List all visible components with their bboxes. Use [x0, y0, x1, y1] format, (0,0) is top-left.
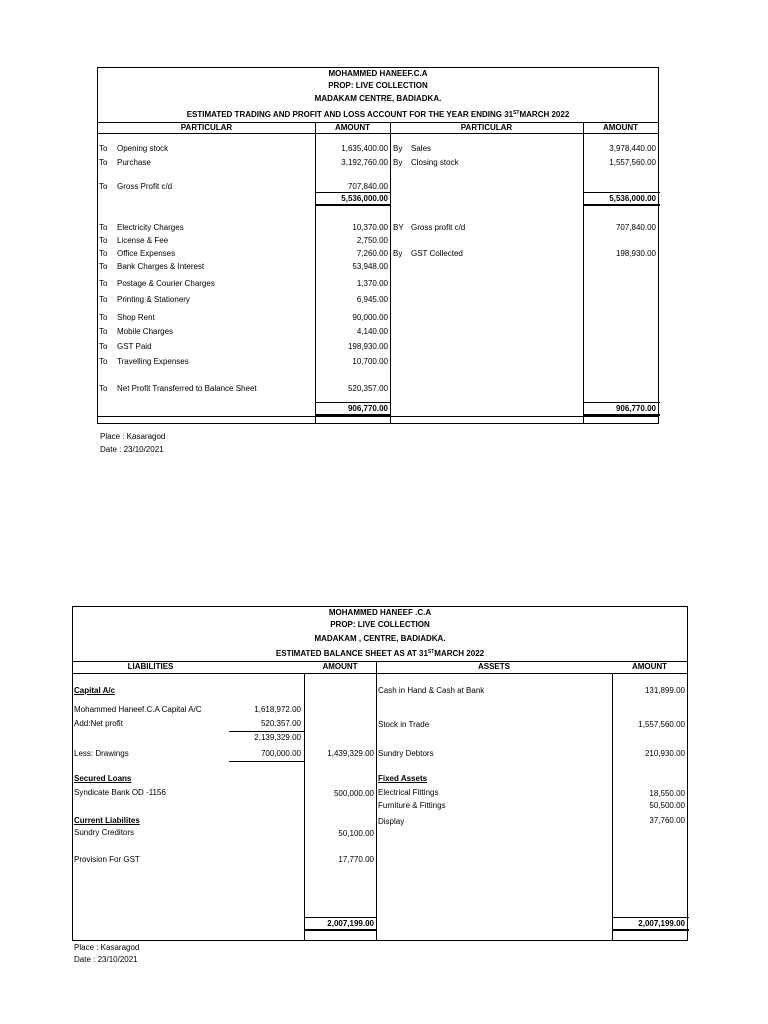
- bs-total-line: [304, 929, 376, 931]
- drawings-label: Less: Drawings: [74, 749, 129, 758]
- credit-amount: 3,978,440.00: [609, 144, 656, 153]
- gst-provision-amount: 17,770.00: [338, 855, 374, 864]
- debit-label: Bank Charges & Interest: [117, 262, 205, 271]
- bs-total-line: [304, 917, 376, 918]
- secured-loan-line: Syndicate Bank OD -1156: [74, 788, 166, 797]
- credit-amount: 198,930.00: [615, 249, 656, 258]
- pl-place: Place : Kasaragod: [100, 432, 166, 441]
- capital-subtotal-line: [229, 731, 304, 732]
- bs-address: MADAKAM , CENTRE, BADIADKA.: [314, 634, 446, 643]
- debit-prefix: To: [99, 223, 108, 232]
- debit-prefix: To: [99, 342, 108, 351]
- capital-line: Mohammed Haneef.C.A Capital A/C: [74, 705, 202, 714]
- debit-prefix: To: [99, 182, 108, 191]
- debit-amount: 7,260.00: [356, 249, 388, 258]
- debtors-label: Sundry Debtors: [378, 749, 434, 758]
- credit-label: Gross profit c/d: [411, 223, 466, 232]
- bs-col-divider: [304, 673, 305, 940]
- debit-prefix: To: [99, 279, 108, 288]
- pl-title: ESTIMATED TRADING AND PROFIT AND LOSS ACCOUNT FOR THE YEAR ENDING 31STMARCH 2022: [186, 110, 570, 119]
- capital-heading: Capital A/c: [74, 686, 116, 695]
- debit-amount: 6,945.00: [356, 295, 388, 304]
- display-label: Display: [378, 817, 405, 826]
- debit-label: Office Expenses: [117, 249, 176, 258]
- credit-label: Closing stock: [411, 158, 459, 167]
- pl-total-right: 906,770.00: [615, 404, 656, 413]
- debit-amount: 2,750.00: [356, 236, 388, 245]
- debit-amount: 198,930.00: [347, 342, 388, 351]
- pl-header-bottom-line: [98, 133, 658, 134]
- debit-label: Printing & Stationery: [117, 295, 190, 304]
- debit-amount: 53,948.00: [352, 262, 388, 271]
- bs-place: Place : Kasaragod: [74, 943, 140, 952]
- secured-loans-heading: Secured Loans: [74, 774, 132, 783]
- pl-bottom-inner-line: [98, 416, 658, 417]
- debit-amount: 10,700.00: [352, 357, 388, 366]
- drawings-line: [229, 761, 304, 762]
- credit-label: GST Collected: [411, 249, 463, 258]
- debit-label: Net Profit Transferred to Balance Sheet: [117, 384, 257, 393]
- capital-subtotal: 2,139,329.00: [254, 733, 301, 742]
- gst-provision-label: Provision For GST: [74, 855, 140, 864]
- balance-sheet-table: [72, 606, 688, 941]
- debit-prefix: To: [99, 262, 108, 271]
- pl-header-particular-right: PARTICULAR: [460, 123, 513, 132]
- pl-account-table: [97, 67, 659, 424]
- bs-total-left: 2,007,199.00: [327, 919, 374, 928]
- credit-prefix: By: [393, 249, 403, 258]
- credit-amount: 707,840.00: [615, 223, 656, 232]
- debit-amount: 3,192,760.00: [341, 158, 388, 167]
- pl-trading-total-right: 5,536,000.00: [609, 194, 656, 203]
- pl-header-particular-left: PARTICULAR: [180, 123, 233, 132]
- bs-total-right: 2,007,199.00: [638, 919, 685, 928]
- debit-prefix: To: [99, 384, 108, 393]
- debit-label: Postage & Courier Charges: [117, 279, 215, 288]
- bs-company: MOHAMMED HANEEF .C.A: [328, 608, 432, 617]
- pl-trading-total-left: 5,536,000.00: [341, 194, 388, 203]
- credit-amount: 1,557,560.00: [609, 158, 656, 167]
- furniture-amount: 50,500.00: [649, 801, 685, 810]
- bs-prop: PROP: LIVE COLLECTION: [330, 620, 430, 629]
- debit-prefix: To: [99, 327, 108, 336]
- debit-label: Shop Rent: [117, 313, 155, 322]
- drawings-amount: 700,000.00: [260, 749, 301, 758]
- pl-trading-total-line: [315, 192, 390, 193]
- pl-trading-total-line: [583, 204, 660, 206]
- debit-label: Mobile Charges: [117, 327, 174, 336]
- debit-prefix: To: [99, 158, 108, 167]
- debit-prefix: To: [99, 295, 108, 304]
- pl-company: MOHAMMED HANEEF.C.A: [328, 69, 428, 78]
- bs-header-amount-left: AMOUNT: [322, 662, 358, 671]
- bs-date: Date : 23/10/2021: [74, 955, 138, 964]
- credit-prefix: By: [393, 144, 403, 153]
- pl-trading-total-line: [315, 204, 390, 206]
- bs-title: ESTIMATED BALANCE SHEET AS AT 31STMARCH 2022: [275, 649, 485, 658]
- debit-label: Electricity Charges: [117, 223, 184, 232]
- debit-prefix: To: [99, 144, 108, 153]
- pl-total-line: [583, 402, 660, 403]
- debit-amount: 520,357.00: [347, 384, 388, 393]
- bs-header-assets: ASSETS: [477, 662, 510, 671]
- bs-col-divider: [376, 661, 377, 940]
- furniture-label: Furniture & Fittings: [378, 801, 446, 810]
- current-liabilities-heading: Current Liabilites: [74, 816, 140, 825]
- fixed-assets-heading: Fixed Assets: [378, 774, 428, 783]
- debit-label: Purchase: [117, 158, 151, 167]
- capital-amount: 1,618,972.00: [254, 705, 301, 714]
- pl-total-left: 906,770.00: [347, 404, 388, 413]
- debit-prefix: To: [99, 236, 108, 245]
- debit-label: Travelling Expenses: [117, 357, 189, 366]
- debit-label: GST Paid: [117, 342, 152, 351]
- stock-amount: 1,557,560.00: [638, 720, 685, 729]
- debit-prefix: To: [99, 249, 108, 258]
- elec-amount: 18,550.00: [649, 789, 685, 798]
- cash-amount: 131,899.00: [644, 686, 685, 695]
- cash-label: Cash in Hand & Cash at Bank: [378, 686, 485, 695]
- capital-net: 1,439,329.00: [327, 749, 374, 758]
- debit-amount: 1,370.00: [356, 279, 388, 288]
- debit-amount: 707,840.00: [347, 182, 388, 191]
- credit-label: Sales: [411, 144, 432, 153]
- bs-header-bottom-line: [73, 673, 687, 674]
- debit-amount: 4,140.00: [356, 327, 388, 336]
- bs-header-liabilities: LIABILITIES: [127, 662, 174, 671]
- pl-header-amount-right: AMOUNT: [602, 123, 639, 132]
- credit-prefix: By: [393, 158, 403, 167]
- stock-label: Stock in Trade: [378, 720, 430, 729]
- debit-label: License & Fee: [117, 236, 169, 245]
- secured-loan-amount: 500,000.00: [333, 789, 374, 798]
- bs-total-line: [612, 929, 689, 931]
- pl-header-amount-left: AMOUNT: [334, 123, 371, 132]
- credit-prefix: BY: [393, 223, 404, 232]
- sundry-creditors-label: Sundry Creditors: [74, 828, 135, 837]
- debit-amount: 90,000.00: [352, 313, 388, 322]
- debit-amount: 10,370.00: [352, 223, 388, 232]
- sundry-creditors-amount: 50,100.00: [338, 829, 374, 838]
- pl-prop: PROP: LIVE COLLECTION: [328, 81, 428, 90]
- display-amount: 37,760.00: [649, 816, 685, 825]
- add-net-profit-label: Add:Net profit: [74, 719, 123, 728]
- debtors-amount: 210,930.00: [644, 749, 685, 758]
- pl-address: MADAKAM CENTRE, BADIADKA.: [314, 94, 442, 103]
- bs-total-line: [612, 917, 689, 918]
- add-net-profit-amount: 520,357.00: [260, 719, 301, 728]
- pl-date: Date : 23/10/2021: [100, 445, 164, 454]
- debit-amount: 1,635,400.00: [341, 144, 388, 153]
- pl-trading-total-line: [583, 192, 660, 193]
- pl-total-line: [315, 402, 390, 403]
- elec-label: Electrical Fittings: [378, 788, 439, 797]
- debit-label: Gross Profit c/d: [117, 182, 173, 191]
- pl-col-divider: [390, 122, 391, 423]
- debit-label: Opening stock: [117, 144, 169, 153]
- debit-prefix: To: [99, 357, 108, 366]
- bs-header-amount-right: AMOUNT: [631, 662, 668, 671]
- debit-prefix: To: [99, 313, 108, 322]
